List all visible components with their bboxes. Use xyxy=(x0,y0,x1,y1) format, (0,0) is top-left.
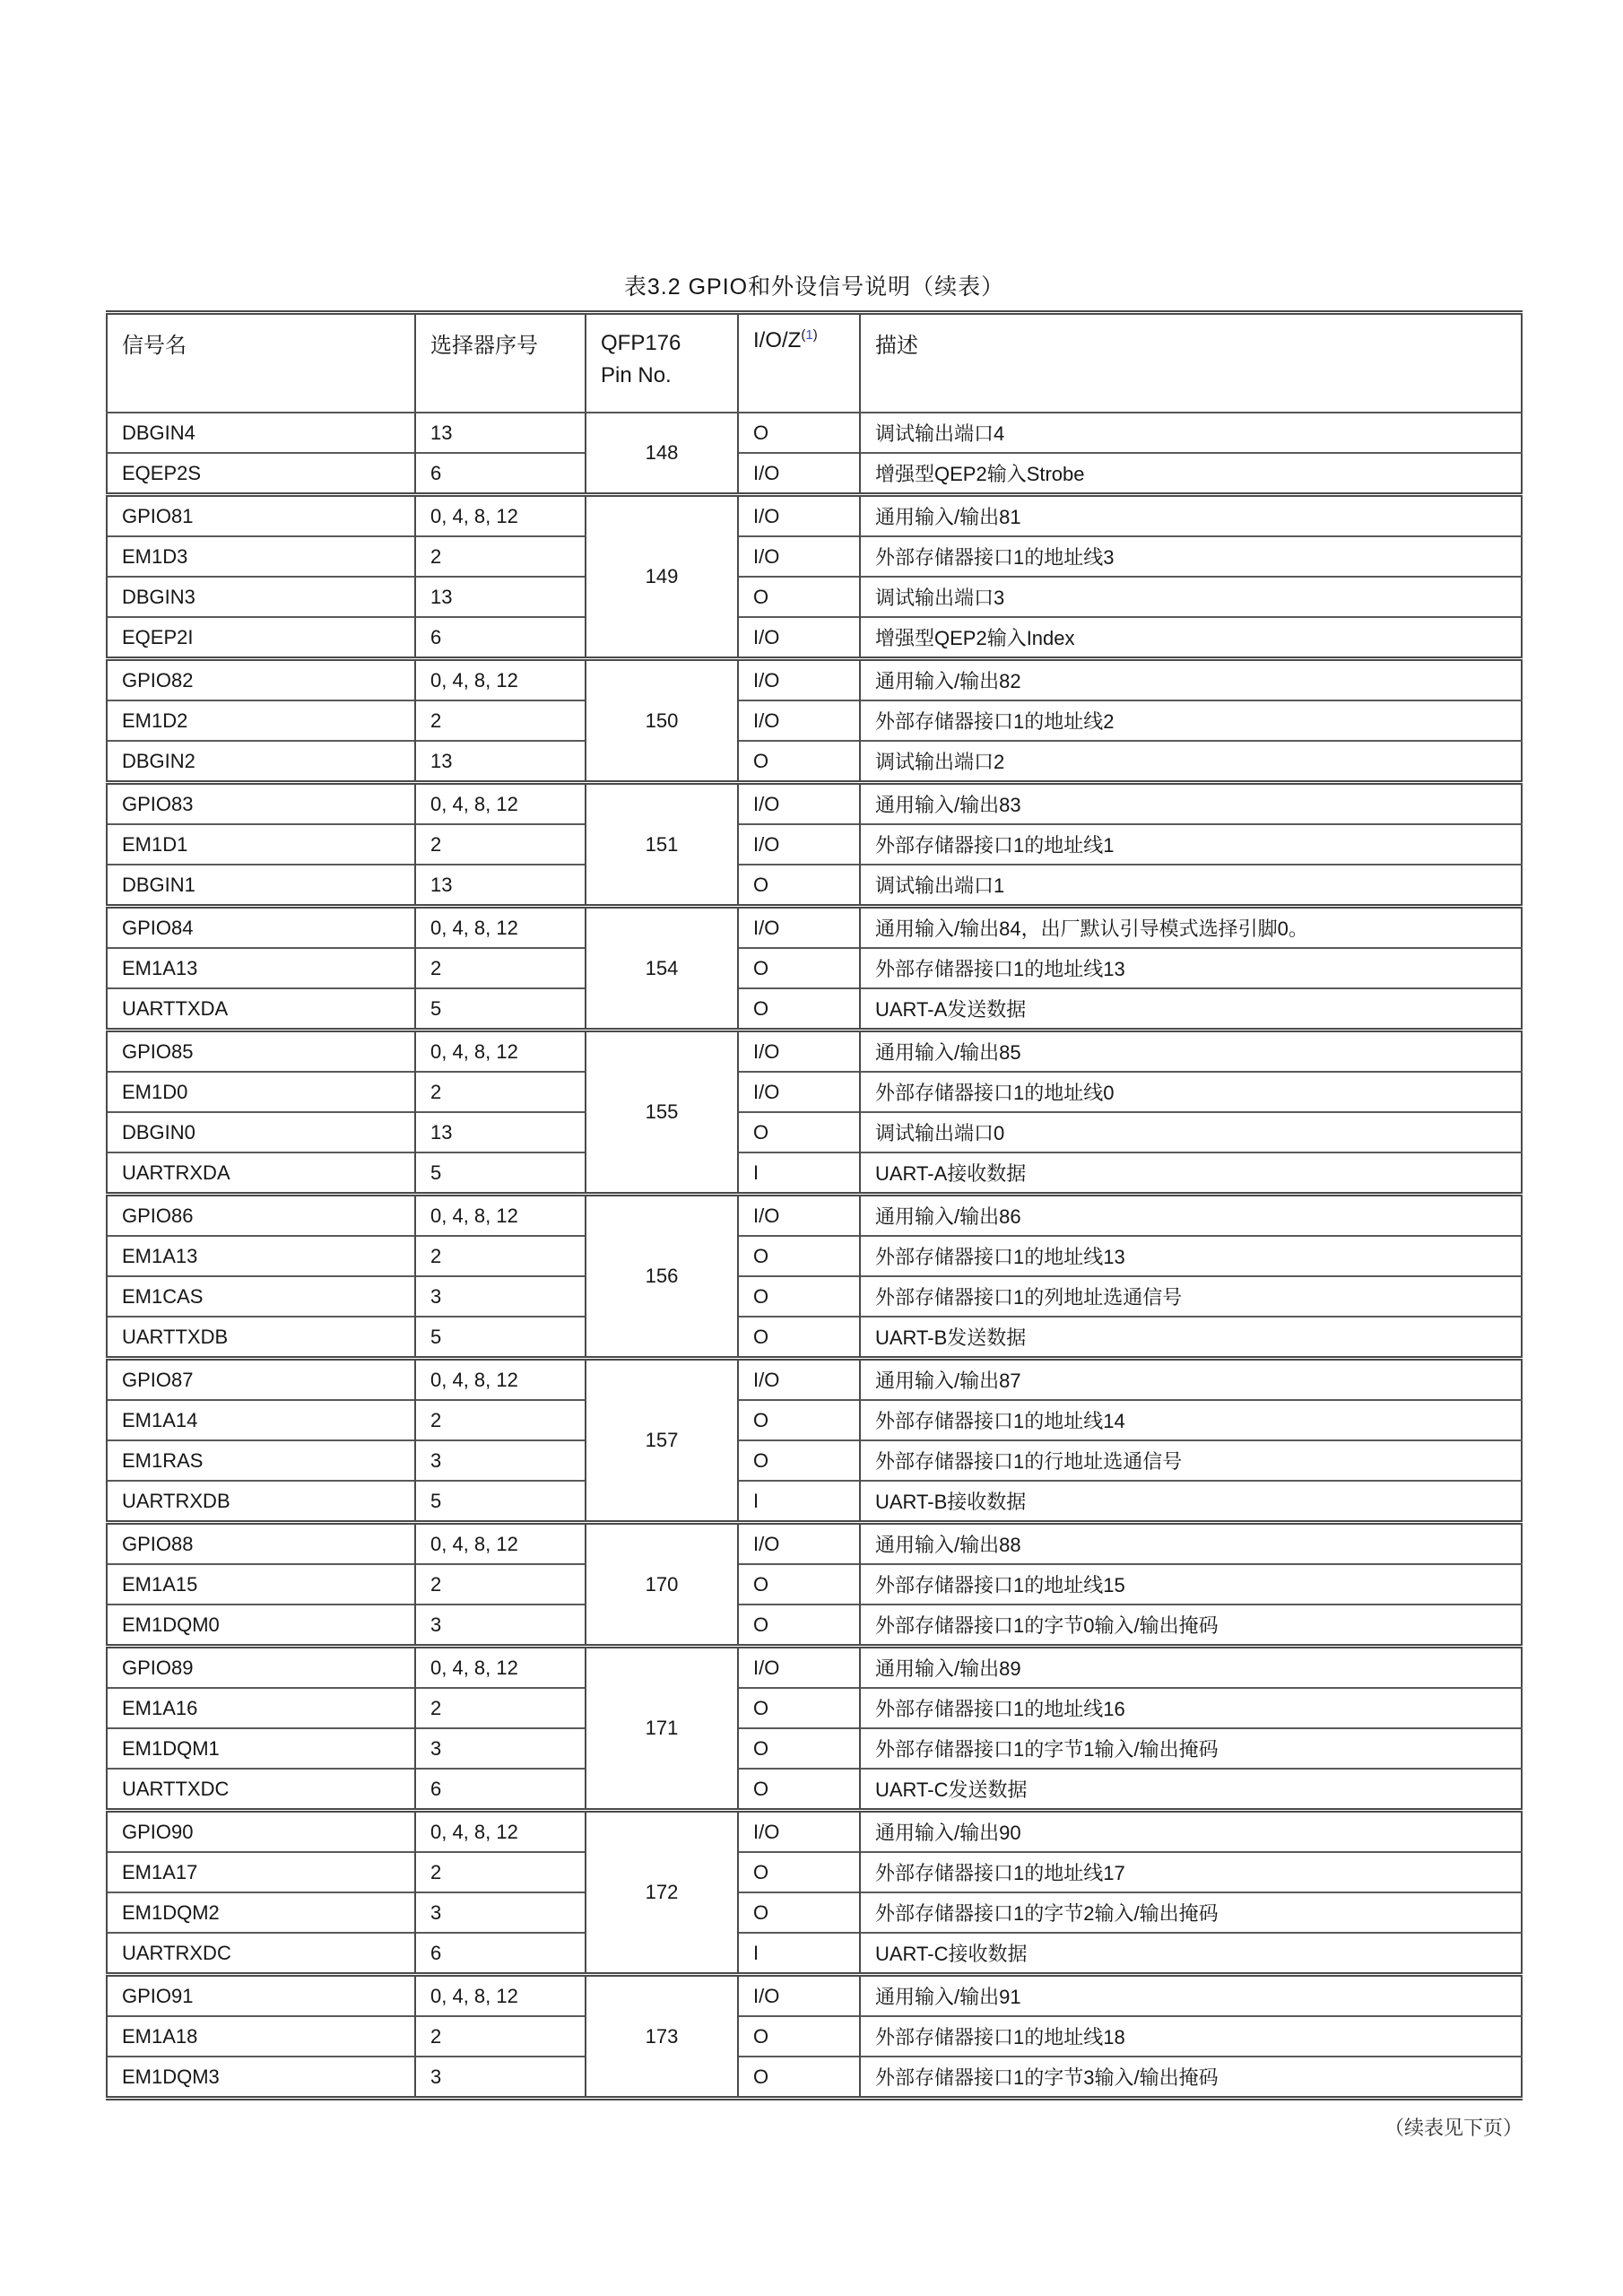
pin-number-cell: 149 xyxy=(586,495,738,659)
table-row xyxy=(107,1688,1522,1728)
io-direction-cell: O xyxy=(738,2057,860,2099)
io-direction-cell: O xyxy=(738,1728,860,1769)
table-row xyxy=(107,1605,1522,1647)
description-cell: 外部存储器接口1的字节1输入/输出掩码 xyxy=(860,1728,1522,1769)
selector-index-cell: 6 xyxy=(415,1769,586,1811)
io-direction-cell: O xyxy=(738,1769,860,1811)
signal-name-cell: GPIO87 xyxy=(107,1359,415,1401)
io-direction-cell: O xyxy=(738,1688,860,1728)
table-caption: 表3.2 GPIO和外设信号说明（续表） xyxy=(623,274,1005,300)
table-row xyxy=(107,617,1522,659)
description-cell: 外部存储器接口1的字节0输入/输出掩码 xyxy=(860,1605,1522,1647)
table-row xyxy=(107,1769,1522,1811)
description-cell: 通用输入/输出84，出厂默认引导模式选择引脚0。 xyxy=(860,907,1522,949)
selector-index-cell: 13 xyxy=(415,865,586,907)
description-cell: UART-A接收数据 xyxy=(860,1152,1522,1195)
io-direction-cell: I/O xyxy=(738,1031,860,1073)
io-direction-cell: I/O xyxy=(738,907,860,949)
continuation-note: （续表见下页） xyxy=(1384,2117,1523,2139)
footnote-paren-close: ) xyxy=(812,327,818,343)
signal-name-cell: GPIO85 xyxy=(107,1031,415,1073)
header-signal-name: 信号名 xyxy=(107,313,415,413)
table-row xyxy=(107,1031,1522,1073)
io-direction-cell: O xyxy=(738,1400,860,1440)
signal-name-cell: EM1D2 xyxy=(107,700,415,741)
description-cell: 通用输入/输出86 xyxy=(860,1195,1522,1237)
signal-name-cell: EM1RAS xyxy=(107,1440,415,1481)
pin-number-cell: 155 xyxy=(586,1031,738,1195)
signal-name-cell: EQEP2I xyxy=(107,617,415,659)
signal-name-cell: GPIO81 xyxy=(107,495,415,537)
selector-index-cell: 2 xyxy=(415,2016,586,2057)
selector-index-cell: 0, 4, 8, 12 xyxy=(415,1647,586,1689)
signal-name-cell: UARTTXDB xyxy=(107,1317,415,1359)
selector-index-cell: 0, 4, 8, 12 xyxy=(415,1195,586,1237)
description-cell: 外部存储器接口1的地址线15 xyxy=(860,1564,1522,1605)
io-direction-cell: I xyxy=(738,1152,860,1195)
table-row xyxy=(107,1072,1522,1112)
table-row xyxy=(107,700,1522,741)
description-cell: 外部存储器接口1的地址线16 xyxy=(860,1688,1522,1728)
signal-name-cell: EM1D3 xyxy=(107,536,415,577)
signal-table-body xyxy=(107,413,1522,2099)
table-row xyxy=(107,783,1522,825)
signal-name-cell: EM1DQM3 xyxy=(107,2057,415,2099)
description-cell: UART-C发送数据 xyxy=(860,1769,1522,1811)
table-row xyxy=(107,1481,1522,1523)
selector-index-cell: 13 xyxy=(415,413,586,453)
io-direction-cell: O xyxy=(738,865,860,907)
description-cell: 通用输入/输出81 xyxy=(860,495,1522,537)
signal-name-cell: DBGIN3 xyxy=(107,577,415,617)
selector-index-cell: 2 xyxy=(415,824,586,865)
io-direction-cell: O xyxy=(738,1605,860,1647)
io-direction-cell: O xyxy=(738,1112,860,1152)
description-cell: 增强型QEP2输入Index xyxy=(860,617,1522,659)
io-direction-cell: I/O xyxy=(738,1647,860,1689)
io-direction-cell: O xyxy=(738,741,860,783)
header-pin-line1: QFP176 xyxy=(601,331,681,355)
selector-index-cell: 5 xyxy=(415,1481,586,1523)
table-row xyxy=(107,2057,1522,2099)
selector-index-cell: 2 xyxy=(415,1072,586,1112)
header-pin-line2: Pin No. xyxy=(601,363,672,387)
table-row xyxy=(107,1317,1522,1359)
signal-name-cell: EM1CAS xyxy=(107,1276,415,1317)
description-cell: 调试输出端口2 xyxy=(860,741,1522,783)
description-cell: 调试输出端口1 xyxy=(860,865,1522,907)
pin-number-cell: 156 xyxy=(586,1195,738,1359)
signal-name-cell: UARTTXDC xyxy=(107,1769,415,1811)
selector-index-cell: 2 xyxy=(415,700,586,741)
io-direction-cell: O xyxy=(738,1276,860,1317)
selector-index-cell: 5 xyxy=(415,988,586,1031)
description-cell: 外部存储器接口1的地址线17 xyxy=(860,1852,1522,1892)
selector-index-cell: 3 xyxy=(415,1276,586,1317)
description-cell: UART-A发送数据 xyxy=(860,988,1522,1031)
signal-name-cell: DBGIN4 xyxy=(107,413,415,453)
io-direction-cell: O xyxy=(738,577,860,617)
io-direction-cell: O xyxy=(738,1236,860,1276)
io-direction-cell: O xyxy=(738,1892,860,1933)
signal-name-cell: EM1A18 xyxy=(107,2016,415,2057)
footnote-ref[interactable] xyxy=(801,327,817,343)
selector-index-cell: 2 xyxy=(415,1688,586,1728)
selector-index-cell: 2 xyxy=(415,1400,586,1440)
signal-name-cell: EM1D0 xyxy=(107,1072,415,1112)
header-ioz-label: I/O/Z xyxy=(753,328,802,352)
description-cell: 外部存储器接口1的字节2输入/输出掩码 xyxy=(860,1892,1522,1933)
description-cell: 外部存储器接口1的地址线13 xyxy=(860,1236,1522,1276)
signal-name-cell: EM1D1 xyxy=(107,824,415,865)
io-direction-cell: I/O xyxy=(738,783,860,825)
table-row xyxy=(107,577,1522,617)
table-row xyxy=(107,1892,1522,1933)
signal-name-cell: GPIO91 xyxy=(107,1975,415,2017)
table-row xyxy=(107,1564,1522,1605)
selector-index-cell: 0, 4, 8, 12 xyxy=(415,659,586,701)
table-row xyxy=(107,659,1522,701)
io-direction-cell: I/O xyxy=(738,700,860,741)
description-cell: 通用输入/输出82 xyxy=(860,659,1522,701)
footnote-number-link[interactable]: 1 xyxy=(805,327,813,343)
table-row xyxy=(107,413,1522,453)
table-row xyxy=(107,948,1522,988)
table-row xyxy=(107,1811,1522,1853)
description-cell: 通用输入/输出91 xyxy=(860,1975,1522,2017)
selector-index-cell: 3 xyxy=(415,1605,586,1647)
pin-number-cell: 171 xyxy=(586,1647,738,1811)
signal-name-cell: EQEP2S xyxy=(107,453,415,495)
signal-name-cell: UARTRXDC xyxy=(107,1933,415,1975)
table-row xyxy=(107,1236,1522,1276)
table-row xyxy=(107,1440,1522,1481)
table-row xyxy=(107,1933,1522,1975)
description-cell: 外部存储器接口1的列地址选通信号 xyxy=(860,1276,1522,1317)
io-direction-cell: O xyxy=(738,988,860,1031)
description-cell: 外部存储器接口1的地址线1 xyxy=(860,824,1522,865)
signal-name-cell: EM1A16 xyxy=(107,1688,415,1728)
pin-number-cell: 150 xyxy=(586,659,738,783)
selector-index-cell: 6 xyxy=(415,1933,586,1975)
table-row xyxy=(107,495,1522,537)
io-direction-cell: I/O xyxy=(738,1523,860,1565)
selector-index-cell: 5 xyxy=(415,1317,586,1359)
signal-name-cell: UARTRXDB xyxy=(107,1481,415,1523)
selector-index-cell: 3 xyxy=(415,1440,586,1481)
table-row xyxy=(107,1852,1522,1892)
description-cell: 通用输入/输出87 xyxy=(860,1359,1522,1401)
description-cell: 外部存储器接口1的地址线2 xyxy=(860,700,1522,741)
description-cell: 调试输出端口4 xyxy=(860,413,1522,453)
description-cell: 外部存储器接口1的字节3输入/输出掩码 xyxy=(860,2057,1522,2099)
signal-name-cell: GPIO90 xyxy=(107,1811,415,1853)
selector-index-cell: 0, 4, 8, 12 xyxy=(415,1975,586,2017)
selector-index-cell: 0, 4, 8, 12 xyxy=(415,1523,586,1565)
signal-name-cell: GPIO88 xyxy=(107,1523,415,1565)
description-cell: 通用输入/输出88 xyxy=(860,1523,1522,1565)
table-row xyxy=(107,907,1522,949)
selector-index-cell: 13 xyxy=(415,577,586,617)
signal-name-cell: EM1DQM2 xyxy=(107,1892,415,1933)
selector-index-cell: 2 xyxy=(415,1852,586,1892)
signal-name-cell: EM1A15 xyxy=(107,1564,415,1605)
selector-index-cell: 0, 4, 8, 12 xyxy=(415,1359,586,1401)
pin-number-cell: 154 xyxy=(586,907,738,1031)
table-row xyxy=(107,1975,1522,2017)
selector-index-cell: 13 xyxy=(415,741,586,783)
selector-index-cell: 6 xyxy=(415,453,586,495)
pin-number-cell: 172 xyxy=(586,1811,738,1975)
pin-number-cell: 173 xyxy=(586,1975,738,2099)
footnote-paren-open: ( xyxy=(801,327,806,343)
selector-index-cell: 0, 4, 8, 12 xyxy=(415,1031,586,1073)
io-direction-cell: O xyxy=(738,1852,860,1892)
description-cell: 调试输出端口3 xyxy=(860,577,1522,617)
signal-name-cell: GPIO83 xyxy=(107,783,415,825)
signal-name-cell: UARTTXDA xyxy=(107,988,415,1031)
table-row xyxy=(107,741,1522,783)
selector-index-cell: 2 xyxy=(415,1236,586,1276)
selector-index-cell: 0, 4, 8, 12 xyxy=(415,907,586,949)
signal-name-cell: DBGIN2 xyxy=(107,741,415,783)
io-direction-cell: I/O xyxy=(738,1975,860,2017)
signal-name-cell: GPIO82 xyxy=(107,659,415,701)
selector-index-cell: 6 xyxy=(415,617,586,659)
description-cell: 外部存储器接口1的地址线13 xyxy=(860,948,1522,988)
io-direction-cell: I/O xyxy=(738,495,860,537)
table-row xyxy=(107,2016,1522,2057)
description-cell: UART-B接收数据 xyxy=(860,1481,1522,1523)
selector-index-cell: 0, 4, 8, 12 xyxy=(415,495,586,537)
signal-name-cell: DBGIN0 xyxy=(107,1112,415,1152)
description-cell: 通用输入/输出83 xyxy=(860,783,1522,825)
io-direction-cell: I xyxy=(738,1933,860,1975)
description-cell: 增强型QEP2输入Strobe xyxy=(860,453,1522,495)
table-row xyxy=(107,1523,1522,1565)
header-pin-number xyxy=(586,313,738,413)
table-row xyxy=(107,1112,1522,1152)
pin-number-cell: 151 xyxy=(586,783,738,907)
io-direction-cell: O xyxy=(738,1564,860,1605)
description-cell: 外部存储器接口1的地址线14 xyxy=(860,1400,1522,1440)
selector-index-cell: 0, 4, 8, 12 xyxy=(415,1811,586,1853)
io-direction-cell: I/O xyxy=(738,1359,860,1401)
table-row xyxy=(107,824,1522,865)
signal-name-cell: GPIO84 xyxy=(107,907,415,949)
signal-name-cell: EM1DQM0 xyxy=(107,1605,415,1647)
io-direction-cell: I xyxy=(738,1481,860,1523)
io-direction-cell: I/O xyxy=(738,1195,860,1237)
header-selector-index: 选择器序号 xyxy=(415,313,586,413)
io-direction-cell: O xyxy=(738,1440,860,1481)
io-direction-cell: I/O xyxy=(738,1811,860,1853)
table-row xyxy=(107,1152,1522,1195)
signal-name-cell: EM1DQM1 xyxy=(107,1728,415,1769)
description-cell: 通用输入/输出89 xyxy=(860,1647,1522,1689)
description-cell: UART-B发送数据 xyxy=(860,1317,1522,1359)
pin-number-cell: 148 xyxy=(586,413,738,495)
header-description: 描述 xyxy=(860,313,1522,413)
selector-index-cell: 3 xyxy=(415,1892,586,1933)
io-direction-cell: O xyxy=(738,948,860,988)
description-cell: 外部存储器接口1的地址线0 xyxy=(860,1072,1522,1112)
selector-index-cell: 3 xyxy=(415,2057,586,2099)
table-row xyxy=(107,988,1522,1031)
io-direction-cell: O xyxy=(738,1317,860,1359)
io-direction-cell: I/O xyxy=(738,824,860,865)
signal-name-cell: EM1A13 xyxy=(107,948,415,988)
io-direction-cell: O xyxy=(738,2016,860,2057)
signal-name-cell: DBGIN1 xyxy=(107,865,415,907)
selector-index-cell: 2 xyxy=(415,536,586,577)
io-direction-cell: I/O xyxy=(738,1072,860,1112)
table-row xyxy=(107,865,1522,907)
table-row xyxy=(107,1195,1522,1237)
signal-name-cell: EM1A14 xyxy=(107,1400,415,1440)
signal-name-cell: EM1A13 xyxy=(107,1236,415,1276)
selector-index-cell: 5 xyxy=(415,1152,586,1195)
table-row xyxy=(107,453,1522,495)
pin-number-cell: 170 xyxy=(586,1523,738,1647)
io-direction-cell: I/O xyxy=(738,659,860,701)
table-row xyxy=(107,1400,1522,1440)
signal-name-cell: UARTRXDA xyxy=(107,1152,415,1195)
description-cell: 外部存储器接口1的地址线3 xyxy=(860,536,1522,577)
pin-number-cell: 157 xyxy=(586,1359,738,1523)
header-io-direction xyxy=(738,313,860,413)
selector-index-cell: 2 xyxy=(415,1564,586,1605)
io-direction-cell: O xyxy=(738,413,860,453)
table-row xyxy=(107,536,1522,577)
description-cell: 外部存储器接口1的行地址选通信号 xyxy=(860,1440,1522,1481)
selector-index-cell: 13 xyxy=(415,1112,586,1152)
io-direction-cell: I/O xyxy=(738,536,860,577)
description-cell: 外部存储器接口1的地址线18 xyxy=(860,2016,1522,2057)
description-cell: 调试输出端口0 xyxy=(860,1112,1522,1152)
selector-index-cell: 3 xyxy=(415,1728,586,1769)
gpio-signal-table xyxy=(106,310,1523,2100)
description-cell: 通用输入/输出85 xyxy=(860,1031,1522,1073)
io-direction-cell: I/O xyxy=(738,617,860,659)
description-cell: 通用输入/输出90 xyxy=(860,1811,1522,1853)
table-row xyxy=(107,1276,1522,1317)
selector-index-cell: 2 xyxy=(415,948,586,988)
selector-index-cell: 0, 4, 8, 12 xyxy=(415,783,586,825)
signal-name-cell: GPIO86 xyxy=(107,1195,415,1237)
description-cell: UART-C接收数据 xyxy=(860,1933,1522,1975)
signal-name-cell: EM1A17 xyxy=(107,1852,415,1892)
table-row xyxy=(107,1728,1522,1769)
table-row xyxy=(107,1647,1522,1689)
signal-name-cell: GPIO89 xyxy=(107,1647,415,1689)
io-direction-cell: I/O xyxy=(738,453,860,495)
table-row xyxy=(107,1359,1522,1401)
header-row xyxy=(107,313,1522,413)
